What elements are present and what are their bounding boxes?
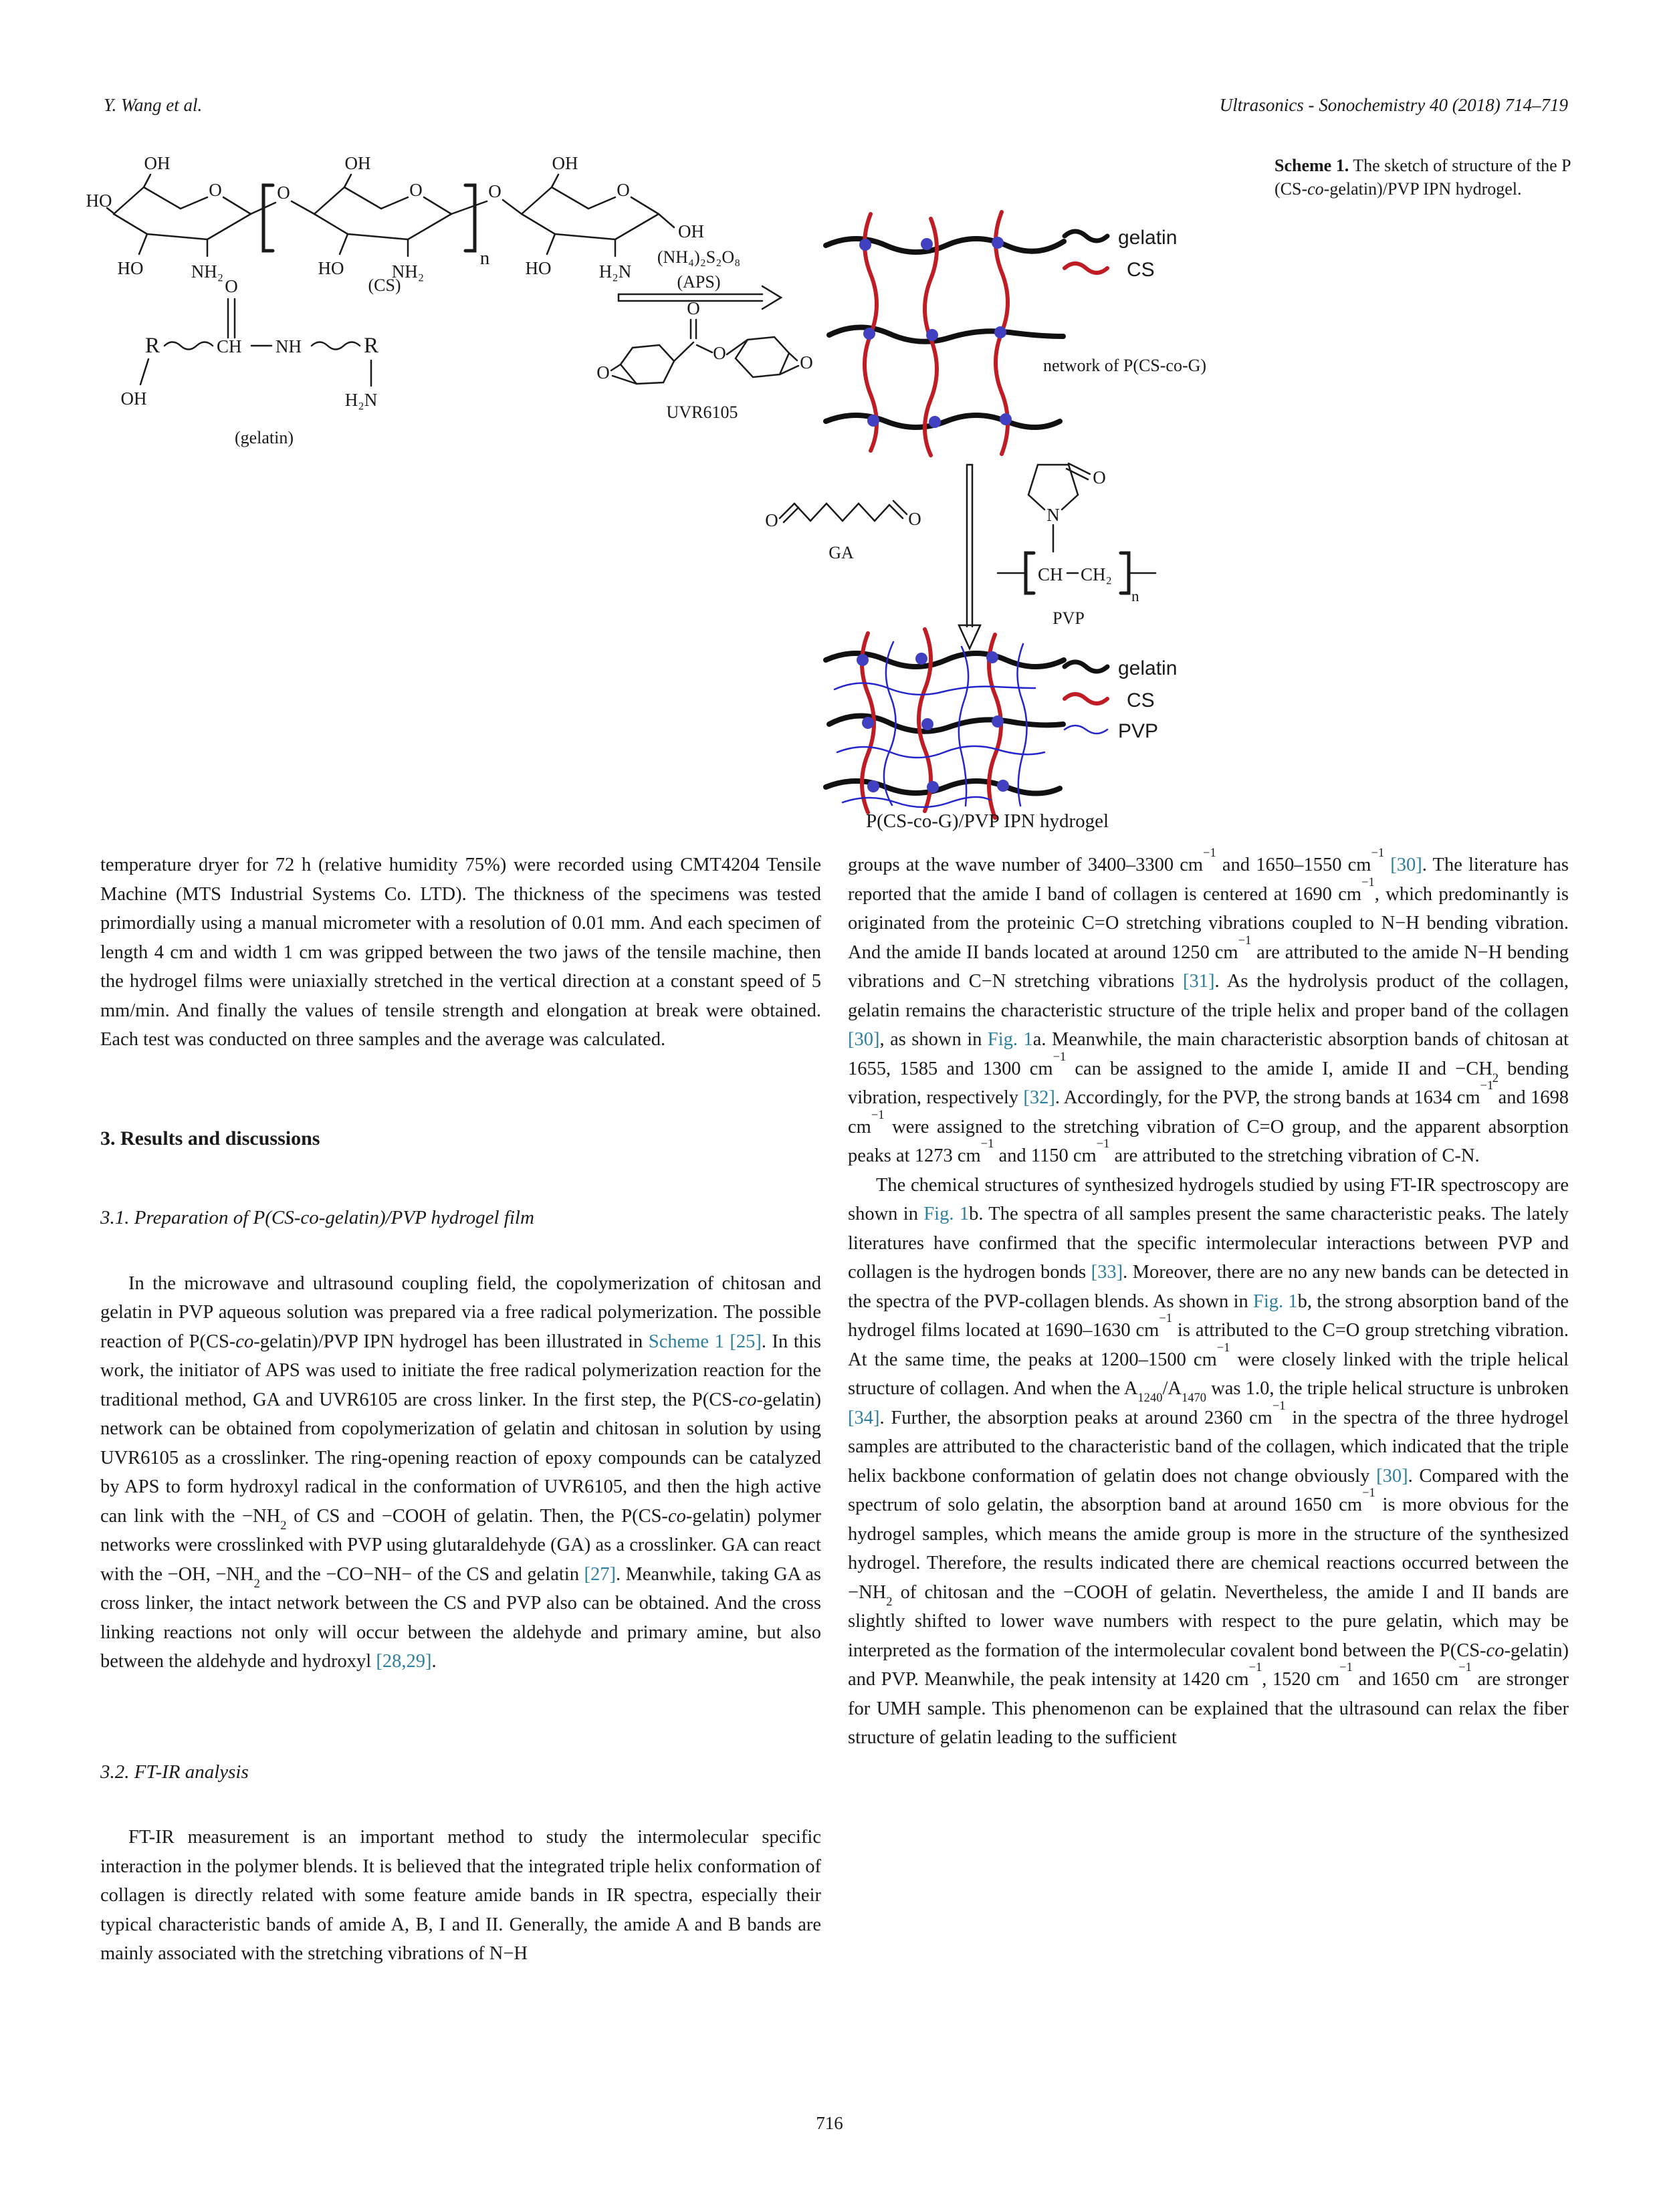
citation-link[interactable]: [33] xyxy=(1091,1262,1123,1283)
citation-link[interactable]: [25] xyxy=(730,1331,762,1352)
network-label: network of P(CS-co-G) xyxy=(1043,356,1207,375)
atom-label: HO xyxy=(86,191,112,211)
atom-label: O xyxy=(687,298,700,318)
atom-label: O xyxy=(713,343,726,363)
legend-cs-line xyxy=(1065,263,1107,273)
citation-link[interactable]: [30] xyxy=(1376,1465,1408,1486)
atom-label: O xyxy=(908,509,921,529)
citation-link[interactable]: [27] xyxy=(584,1563,616,1585)
subsection-heading: 3.2. FT-IR analysis xyxy=(100,1761,249,1783)
legend-cs-line xyxy=(1065,694,1107,703)
atom-label: HO xyxy=(318,258,344,278)
gelatin-structure-label: (gelatin) xyxy=(234,428,294,447)
atom-label: O xyxy=(765,510,778,530)
atom-label: O xyxy=(409,180,423,200)
legend-gelatin-line xyxy=(1065,231,1107,241)
atom-label: CH xyxy=(1038,564,1063,584)
uvr6105-label: UVR6105 xyxy=(666,403,738,422)
atom-label: OH xyxy=(678,221,704,241)
ga-label: GA xyxy=(828,543,854,562)
gelatin-structure xyxy=(121,276,379,447)
aps-label: (APS) xyxy=(677,272,721,292)
running-head-authors: Y. Wang et al. xyxy=(104,95,203,115)
atom-label: O xyxy=(1093,467,1106,487)
atom-label: O xyxy=(800,352,813,372)
legend-cs-label: CS xyxy=(1127,689,1155,711)
citation-link[interactable]: Scheme 1 xyxy=(648,1331,724,1352)
aps-formula: (NH₄)₂S₂O₈ xyxy=(657,247,741,267)
paragraph: In the microwave and ultrasound coupling field, the copolymerization of chitosan and gelatin in PVP aqueous solution was prepared via a free radical polymerization. The possible reaction of P(CS-co-gelatin)/PVP IPN hydrogel has been illustrated in Scheme 1 [25]. In this work, the initiator of APS was used to initiate the free radical polymerization reaction for the traditional method, GA and UVR6105 are cross linker. In the first step, the P(CS-co-gelatin) network can be obtained from copolymerization of gelatin and chitosan in solution by using UVR6105 as a crosslinker. The ring-opening reaction of epoxy compounds can be catalyzed by APS to form hydroxyl radical in the conformation of UVR6105, and then the high active can link with the $-NH_2$ of CS and −COOH of gelatin. Then, the P(CS-co-gelatin) polymer networks were crosslinked with PVP using glutaraldehyde (GA) as a crosslinker. GA can react with the −OH, $-NH_2$ and the −CO−NH− of the CS and gelatin [27]. Meanwhile, taking GA as cross linker, the intact network between the CS and PVP also can be obtained. And the cross linking reactions not only will occur between the aldehyde and primary amine, but also between the aldehyde and hydroxyl [28,29]. xyxy=(100,1273,822,1672)
atom-label: HO xyxy=(525,258,552,278)
atom-label: OH xyxy=(144,153,171,173)
left-column xyxy=(100,851,821,1969)
citation-link[interactable]: [30] xyxy=(848,1029,880,1050)
pcscog-network-sketch xyxy=(826,212,1206,455)
atom-label: H₂N xyxy=(344,390,378,410)
citation-link[interactable]: Fig. 1 xyxy=(987,1029,1033,1050)
pvp-structure xyxy=(998,463,1155,628)
ga-structure xyxy=(765,501,921,562)
atom-label: R xyxy=(363,334,379,358)
atom-label: O xyxy=(225,276,238,296)
atom-label: R xyxy=(144,334,160,358)
atom-label: HO xyxy=(117,258,144,278)
page-number: 716 xyxy=(816,2113,843,2133)
scheme-1-figure xyxy=(86,150,1578,843)
atom-label: N xyxy=(1046,505,1060,525)
atom-label: OH xyxy=(552,153,578,173)
pvp-label: PVP xyxy=(1053,609,1085,628)
paragraph: groups at the wave number of 3400–3300 $cm^{-1}$ and 1650–1550 $cm^{-1}$ [30]. The literature has reported that the amide I band of collagen is centered at 1690 $cm^{-1}$, which predominantly is originated from the proteinic C=O stretching vibrations coupled to N−H bending vibration. And the amide II bands located at around 1250 $cm^{-1}$ are attributed to the amide N−H bending vibrations and C−N stretching vibrations [31]. As the hydrolysis product of the collagen, gelatin remains the characteristic structure of the triple helix and proper band of the collagen [30], as shown in Fig. 1a. Meanwhile, the main characteristic absorption bands of chitosan at 1655, 1585 and 1300 $cm^{-1}$ can be assigned to the amide I, amide II and $-CH_2$ bending vibration, respectively [32]. Accordingly, for the PVP, the strong bands at 1634 $cm^{-1}$ and 1698 $cm^{-1}$ were assigned to the stretching vibration of C=O group, and the apparent absorption peaks at 1273 $cm^{-1}$ and 1150 $cm^{-1}$ are attributed to the stretching vibration of C-N. xyxy=(848,846,1569,1166)
atom-label: NH₂ xyxy=(191,261,224,282)
citation-link[interactable]: [34] xyxy=(848,1407,880,1428)
legend-gelatin-line xyxy=(1065,662,1107,671)
legend-gelatin-label: gelatin xyxy=(1118,657,1178,679)
citation-link[interactable]: [32] xyxy=(1023,1087,1055,1108)
paragraph: FT-IR measurement is an important method to study the intermolecular specific interaction in the polymer blends. It is believed that the integrated triple helix conformation of collagen is directly related with some feature amide bands in IR spectra, especially their typical characteristic bands of amide A, B, I and II. Generally, the amide A and B bands are mainly associated with the stretching vibrations of N−H xyxy=(100,1827,821,1964)
atom-label: NH xyxy=(275,336,302,356)
citation-link[interactable]: Fig. 1 xyxy=(1253,1291,1298,1312)
repeat-subscript-n: n xyxy=(479,247,490,269)
atom-label: O xyxy=(488,181,502,201)
citation-link[interactable]: [30] xyxy=(1390,855,1422,875)
cs-structure-label: (CS) xyxy=(368,275,401,295)
atom-label: CH₂ xyxy=(1081,564,1112,584)
atom-label: H₂N xyxy=(598,261,632,282)
repeat-subscript-n: n xyxy=(1131,588,1139,604)
legend-cs-label: CS xyxy=(1127,259,1155,281)
uvr6105-structure xyxy=(596,298,813,422)
section-heading: 3. Results and discussions xyxy=(100,1127,320,1149)
scheme-caption: Scheme 1. The sketch of structure of the P (CS-co-gelatin)/PVP IPN hydrogel. xyxy=(1275,156,1571,199)
atom-label: O xyxy=(617,180,630,200)
atom-label: OH xyxy=(344,153,371,173)
atom-label: OH xyxy=(120,389,147,409)
paragraph: temperature dryer for 72 h (relative humidity 75%) were recorded using CMT4204 Tensile Machine (MTS Industrial Systems Co. LTD). The thickness of the specimens was tested primordially using a manual micrometer with a resolution of 0.01 mm. And each specimen of length 4 cm and width 1 cm was gripped between the two jaws of the tensile machine, then the hydrogel films were uniaxially stretched in the vertical direction at a constant speed of 5 mm/min. And finally the values of tensile strength and elongation at break were obtained. Each test was conducted on three samples and the average was calculated. xyxy=(100,855,821,1050)
citation-link[interactable]: [28,29] xyxy=(376,1651,432,1672)
citation-link[interactable]: [31] xyxy=(1183,971,1215,992)
downward-arrow xyxy=(959,465,980,649)
atom-label: O xyxy=(209,180,222,200)
running-head-journal: Ultrasonics - Sonochemistry 40 (2018) 714–719 xyxy=(1219,95,1568,115)
legend-pvp-line xyxy=(1065,726,1107,734)
legend-pvp-label: PVP xyxy=(1118,720,1159,742)
legend-gelatin-label: gelatin xyxy=(1118,227,1178,249)
paragraph: The chemical structures of synthesized hydrogels studied by using FT-IR spectroscopy are shown in Fig. 1b. The spectra of all samples present the same characteristic peaks. The lately literatures have confirmed that the specific intermolecular interactions between PVP and collagen is the hydrogen bonds [33]. Moreover, there are no any new bands can be detected in the spectra of the PVP-collagen blends. As shown in Fig. 1b, the strong absorption band of the hydrogel films located at 1690–1630 $cm^{-1}$ is attributed to the C=O group stretching vibration. At the same time, the peaks at 1200–1500 $cm^{-1}$ were closely linked with the triple helical structure of collagen. And when the $A_{1240}/A_{1470}$ was 1.0, the triple helical structure is unbroken [34]. Further, the absorption peaks at around 2360 $cm^{-1}$ in the spectra of the three hydrogel samples are attributed to the characteristic band of the collagen, which indicated that the triple helix backbone conformation of gelatin does not change obviously [30]. Compared with the spectrum of solo gelatin, the absorption band at around 1650 $cm^{-1}$ is more obvious for the hydrogel samples, which means the amide group is more in the structure of the synthesized hydrogel. Therefore, the results indicated there are chemical reactions occurred between the $-NH_2$ of chitosan and the −COOH of gelatin. Nevertheless, the amide I and II bands are slightly shifted to lower wave numbers with respect to the pure gelatin, which may be interpreted as the formation of the intermolecular covalent bond between the P(CS-co-gelatin) and PVP. Meanwhile, the peak intensity at 1420 $cm^{-1}$, 1520 $cm^{-1}$ and 1650 $cm^{-1}$ are stronger for UMH sample. This phenomenon can be explained that the ultrasound can relax the fiber structure of gelatin leading to the sufficient xyxy=(848,1174,1569,1748)
atom-label: O xyxy=(596,362,610,382)
chitosan-structure xyxy=(86,153,705,295)
atom-label: CH xyxy=(217,336,242,356)
ipn-hydrogel-caption: P(CS-co-G)/PVP IPN hydrogel xyxy=(866,810,1109,832)
atom-label: O xyxy=(277,183,290,203)
right-column xyxy=(848,846,1569,1753)
subsection-heading: 3.1. Preparation of P(CS-co-gelatin)/PVP hydrogel film xyxy=(100,1207,534,1228)
ipn-hydrogel-network-sketch xyxy=(826,629,1177,832)
atom-label: NH₂ xyxy=(391,261,425,282)
citation-link[interactable]: Fig. 1 xyxy=(923,1204,970,1224)
